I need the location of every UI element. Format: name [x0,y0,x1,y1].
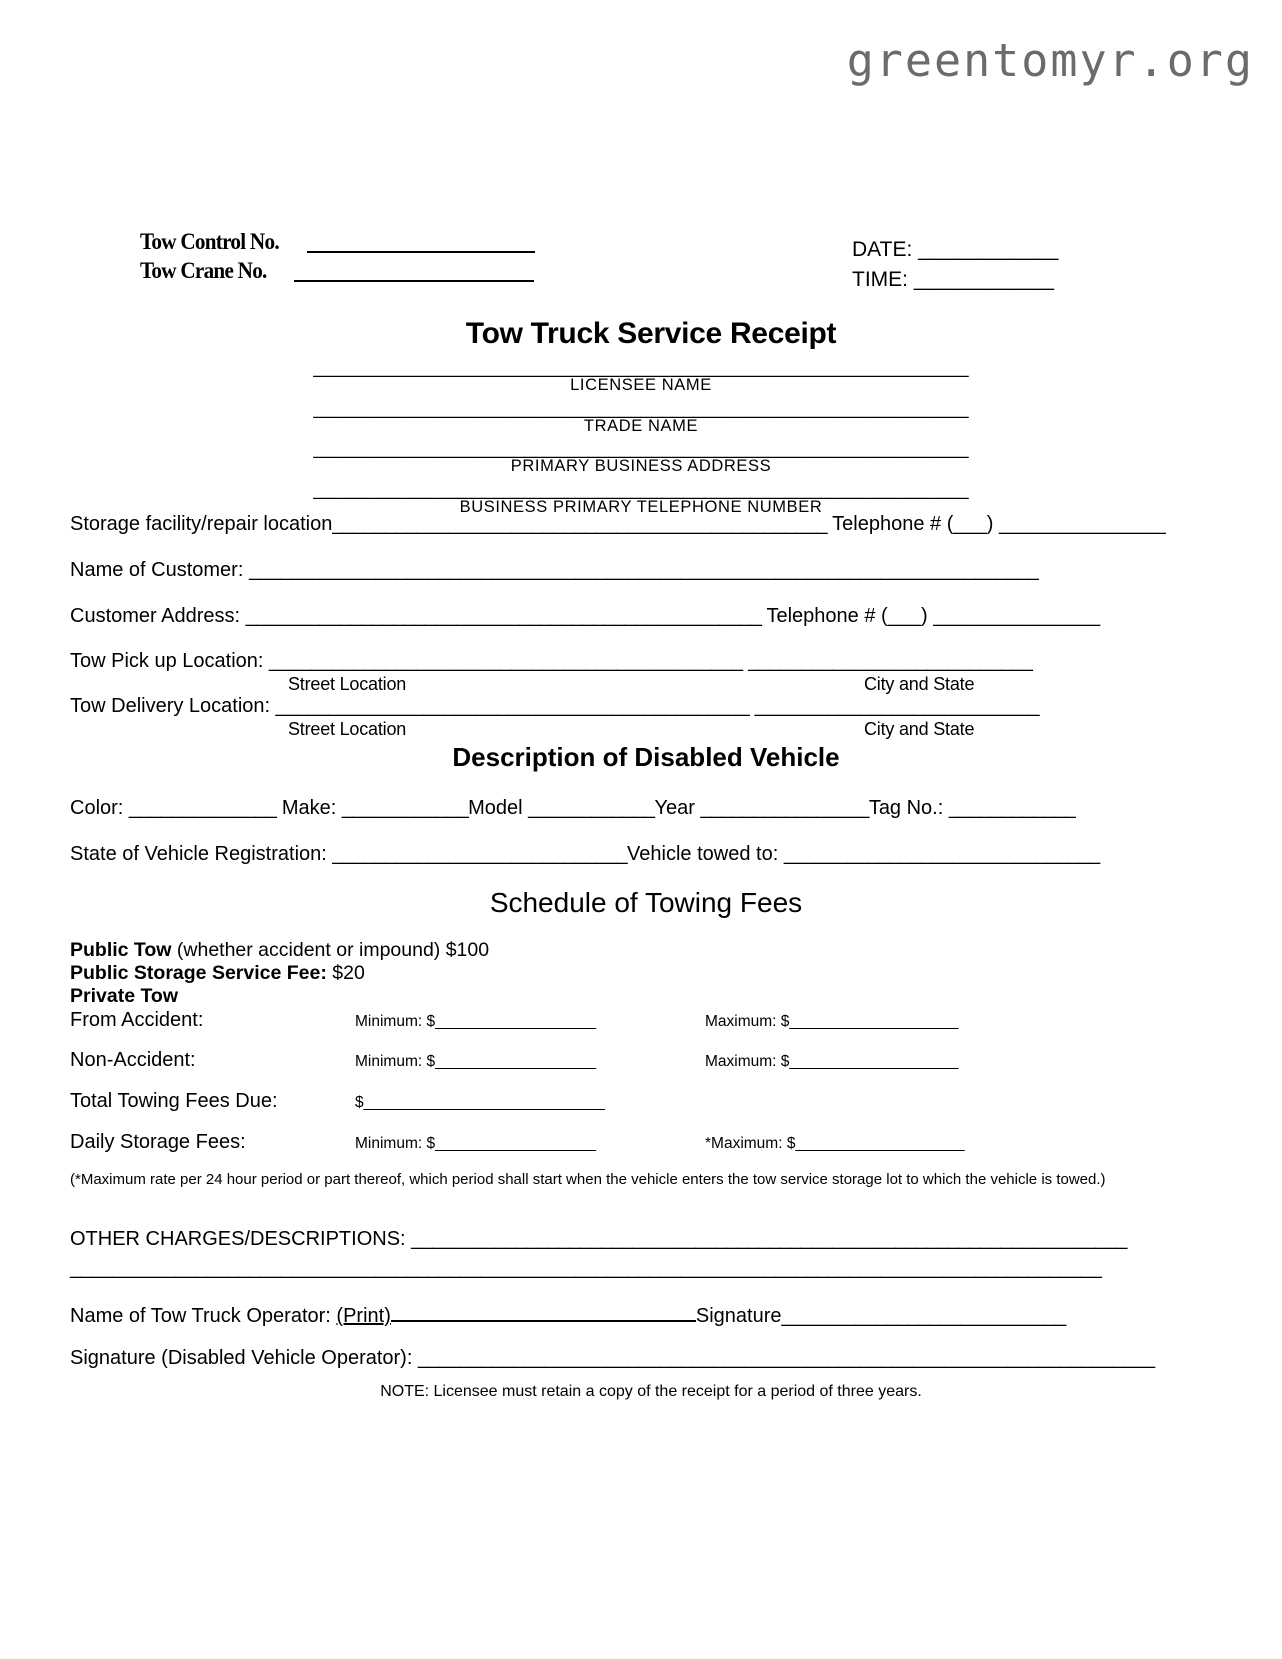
storage-facility-telephone-field[interactable]: Telephone # (___) _______________ [832,513,1166,535]
date-time-block [852,235,1058,296]
business-address-group [0,439,1282,477]
daily-storage-label: Daily Storage Fees: [70,1131,246,1153]
business-phone-group [0,480,1282,518]
tow-pickup-label: Tow Pick up Location: [70,650,264,672]
private-tow-line [70,985,178,1008]
tow-pickup-city-line[interactable]: ___________________________ [748,650,1033,672]
licensee-name-caption: LICENSEE NAME [570,376,712,394]
operator-signature-label: Signature [695,1305,782,1327]
retention-note: NOTE: Licensee must retain a copy of the receipt for a period of three years. [380,1383,922,1400]
other-charges-row [70,1228,1127,1251]
tow-delivery-city-caption: City and State [864,719,975,739]
disabled-operator-signature-label: Signature (Disabled Vehicle Operator): [70,1347,413,1369]
operator-print-label: (Print) [336,1305,391,1327]
total-fees-value[interactable] [355,1094,705,1112]
disabled-operator-signature-row [70,1347,1155,1370]
customer-name-label: Name of Customer: [70,559,244,581]
public-storage-line [70,962,365,985]
trade-name-group [0,399,1282,437]
storage-facility-row [70,513,1166,536]
model-input-line[interactable]: ____________ [528,797,655,819]
from-accident-maximum[interactable] [705,1013,958,1031]
from-accident-minimum[interactable] [355,1013,705,1031]
storage-facility-label: Storage facility/repair location [70,513,333,535]
vehicle-attributes-row [70,797,1075,820]
page-title: Tow Truck Service Receipt [465,317,837,350]
operator-name-label: Name of Tow Truck Operator: [70,1305,331,1327]
daily-storage-min-line[interactable]: ____________________ [435,1135,596,1152]
daily-storage-minimum[interactable] [355,1135,705,1153]
total-fees-currency: $ [355,1094,364,1111]
tow-delivery-street-line[interactable]: _____________________________________________ [275,695,750,717]
daily-storage-min-label: Minimum: $ [355,1135,436,1152]
trade-name-line[interactable]: ______________________________________________________________ [313,398,969,418]
business-phone-caption: BUSINESS PRIMARY TELEPHONE NUMBER [459,497,823,516]
private-tow-label: Private Tow [70,985,179,1007]
total-fees-line[interactable]: ______________________________ [363,1094,605,1111]
fee-row-total [70,1090,1180,1113]
towed-to-input-line[interactable]: ______________________________ [783,843,1100,865]
disabled-operator-signature-line[interactable]: ______________________________________________________________________ [417,1347,1155,1369]
trade-name-caption: TRADE NAME [583,416,699,435]
daily-storage-maximum[interactable] [705,1135,964,1153]
tow-crane-input-line[interactable] [294,263,534,282]
tow-control-input-line[interactable] [307,234,535,253]
public-storage-amount: $20 [326,962,365,984]
licensee-name-line[interactable]: ______________________________________________________________ [313,358,969,377]
total-fees-label: Total Towing Fees Due: [70,1090,278,1112]
customer-address-label: Customer Address: [70,605,241,627]
registration-label: State of Vehicle Registration: [70,843,327,865]
public-tow-detail: (whether accident or impound) $100 [171,939,490,961]
from-accident-max-line[interactable]: _____________________ [789,1013,958,1030]
business-phone-line[interactable]: ______________________________________________________________ [313,479,969,499]
vehicle-section-title: Description of Disabled Vehicle [452,742,840,772]
time-field[interactable]: TIME: ____________ [852,268,1054,292]
customer-telephone-field[interactable]: Telephone # (___) _______________ [766,605,1101,627]
fees-section-title: Schedule of Towing Fees [489,887,803,918]
year-label: Year [654,797,695,819]
tag-label: Tag No.: [868,797,944,819]
color-input-line[interactable]: ______________ [128,797,277,819]
tow-pickup-street-caption: Street Location [288,674,407,694]
from-accident-label: From Accident: [70,1009,204,1031]
tow-delivery-row [70,695,1039,718]
watermark-text: greentomyr.org [846,34,1254,87]
date-field[interactable]: DATE: ____________ [852,238,1059,261]
registration-input-line[interactable]: ____________________________ [332,843,628,865]
non-accident-min-label: Minimum: $ [355,1053,436,1070]
daily-storage-max-line[interactable]: _____________________ [795,1135,964,1152]
daily-storage-max-label: *Maximum: $ [705,1135,796,1152]
tow-pickup-row [70,650,1032,673]
operator-signature-row [70,1300,1066,1328]
public-storage-label: Public Storage Service Fee: [70,962,327,984]
non-accident-min-line[interactable]: ____________________ [435,1053,596,1070]
business-address-line[interactable]: ______________________________________________________________ [313,439,969,459]
make-input-line[interactable]: ____________ [341,797,469,819]
tow-crane-label: Tow Crane No. [140,258,267,283]
tow-control-label: Tow Control No. [140,229,279,254]
storage-facility-input-line[interactable]: _______________________________________________ [332,513,827,535]
from-accident-max-label: Maximum: $ [705,1013,790,1030]
make-label: Make: [281,797,337,819]
operator-print-line[interactable] [391,1300,696,1322]
max-rate-footnote: (*Maximum rate per 24 hour period or part thereof, which period shall start when the vehicle enters the tow service storage lot to which the vehicle is towed.) [70,1171,1106,1188]
customer-address-input-line[interactable]: _________________________________________________ [245,605,762,627]
non-accident-minimum[interactable] [355,1053,705,1071]
operator-signature-line[interactable]: ___________________________ [781,1305,1066,1327]
licensee-name-group [0,358,1282,396]
customer-address-row [70,605,1100,628]
non-accident-max-label: Maximum: $ [705,1053,790,1070]
customer-name-input-line[interactable]: ___________________________________________________________________________ [248,559,1039,581]
year-input-line[interactable]: ________________ [700,797,869,819]
color-label: Color: [70,797,124,819]
other-charges-row-2 [70,1257,1101,1280]
from-accident-min-line[interactable]: ____________________ [435,1013,596,1030]
other-charges-label: OTHER CHARGES/DESCRIPTIONS: [70,1228,406,1250]
other-charges-line-2[interactable]: __________________________________________________________________________________________________ [70,1257,1102,1279]
business-address-caption: PRIMARY BUSINESS ADDRESS [510,457,772,476]
tow-delivery-street-caption: Street Location [288,719,407,739]
non-accident-label: Non-Accident: [70,1049,196,1071]
tow-pickup-street-line[interactable]: _____________________________________________ [269,650,743,672]
fee-row-non-accident [70,1049,1180,1072]
non-accident-max-line[interactable]: _____________________ [789,1053,958,1070]
public-tow-label: Public Tow [70,939,172,961]
vehicle-registration-row [70,843,1100,866]
customer-name-row [70,559,1038,582]
fee-row-daily-storage [70,1131,1180,1154]
non-accident-maximum[interactable] [705,1053,958,1071]
fee-row-from-accident [70,1009,1180,1032]
tag-input-line[interactable]: ____________ [948,797,1076,819]
towed-to-label: Vehicle towed to: [627,843,779,865]
tow-pickup-city-caption: City and State [864,674,975,694]
tow-delivery-label: Tow Delivery Location: [70,695,271,717]
public-tow-line [70,939,489,962]
model-label: Model [468,797,523,819]
from-accident-min-label: Minimum: $ [355,1013,436,1030]
licensee-block [0,358,1282,521]
tow-delivery-city-line[interactable]: ___________________________ [754,695,1039,717]
other-charges-line-1[interactable]: ____________________________________________________________________ [411,1228,1127,1250]
